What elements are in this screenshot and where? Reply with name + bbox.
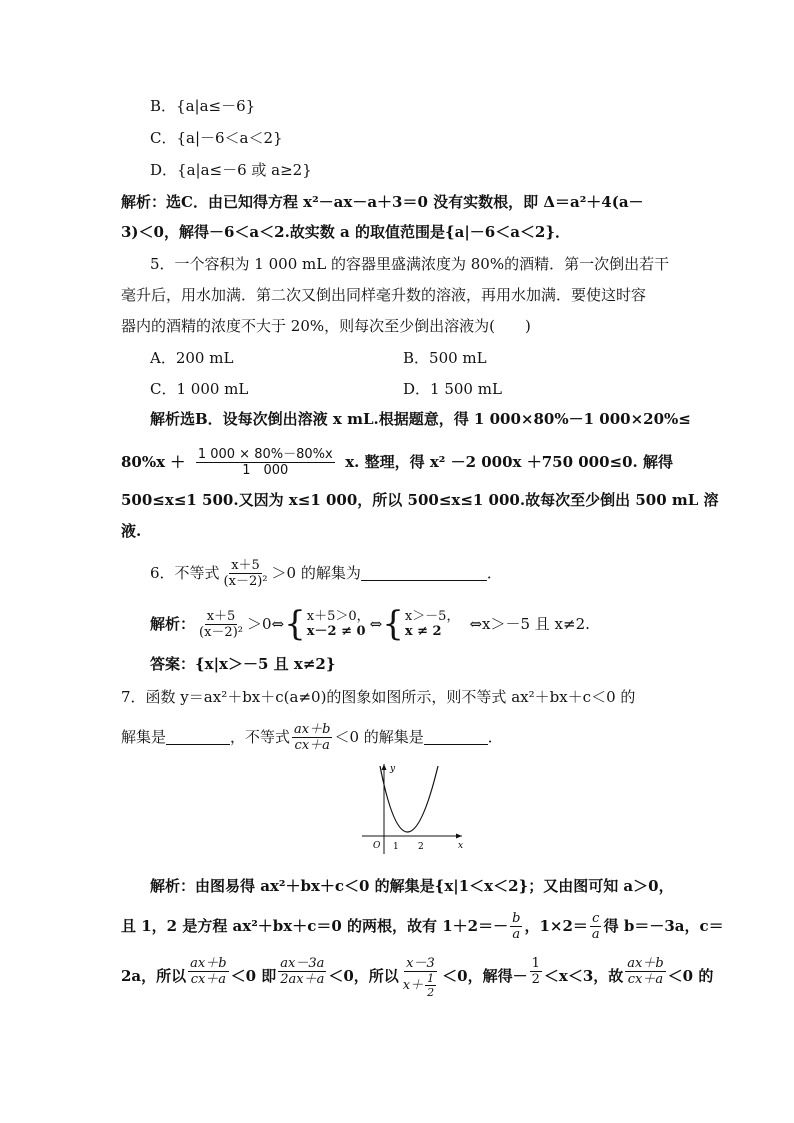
parabola-curve [380,766,438,832]
question-5-line1: 5．一个容积为 1 000 mL 的容器里盛满浓度为 80%的酒精．第一次倒出若干 [150,255,670,273]
fraction-numerator: ax－3a [280,956,325,971]
fraction-denominator: a [591,926,600,942]
sol7-text-3c: ＜0，所以 [328,967,399,985]
sol7-fraction-b-a [510,911,522,942]
q7-text-2b: ，不等式 [230,728,291,746]
denominator-text: x＋ [402,978,424,993]
solution-5-line4 [121,521,141,541]
question-6 [150,558,502,588]
origin-label: O [373,841,381,851]
q6-text-c: ． [486,564,502,582]
q6-answer-blank[interactable] [361,566,487,581]
fraction-numerator: ax＋b [627,956,664,971]
fraction-denominator: cx＋a [190,972,227,987]
fraction-denominator: 2 [531,972,540,987]
sol7-text-2b: ，1×2＝ [524,917,588,935]
solution-4-text2: 3)＜0，解得－6＜a＜2.故实数 a 的取值范围是{a|－6＜a＜2}． [121,223,571,241]
solution-4-line1 [121,192,673,212]
solution-7-line2 [121,908,724,944]
fraction-denominator: (x－2)² [199,624,243,640]
q5-option-c: C．1 000 mL [150,380,249,398]
system-row: x＞－5， [404,609,460,624]
answer-6 [150,654,335,674]
fraction-denominator [401,972,440,999]
solution-5-text2b: x. 整理，得 x² －2 000x ＋750 000≤0. 解得 [345,453,673,471]
sol7-fraction-1 [188,956,228,987]
sol7-text-3d: ＜0，解得－ [442,967,528,985]
solution-7-line1 [150,876,674,896]
q7-text-2d: ． [487,728,503,746]
fraction-denominator: cx＋a [294,737,330,753]
sol7-text-2a: 且 1，2 是方程 ax²＋bx＋c＝0 的两根，故有 1＋2＝－ [121,917,509,935]
q7-answer-blank-1[interactable] [166,730,230,745]
sol7-fraction-2 [278,956,326,987]
q5-option-b: B．500 mL [403,349,487,367]
left-brace: { [382,604,404,644]
sol6-text-a: ＞0⇔ [246,615,285,633]
q7-text-2c: ＜0 的解集是 [334,728,424,746]
fraction-numerator: 1 [427,972,435,985]
sol6-system-2 [382,604,460,644]
sol7-fraction-c-a [590,911,602,942]
fraction-numerator: ax＋b [190,956,227,971]
solution-5-text4: 液. [121,522,142,540]
solution-5-text3: 500≤x≤1 500.又因为 x≤1 000，所以 500≤x≤1 000.故每次至少倒出 500 mL 溶 [121,491,719,509]
fraction-denominator: 2 [427,986,435,999]
sol6-fraction [197,609,245,640]
fraction-numerator: x＋5 [206,608,236,624]
sol7-text-3f: ＜0 的 [667,967,714,985]
x-axis-arrow [456,834,462,839]
solution-5-text1: 解析选B．设每次倒出溶液 x mL.根据题意，得 1 000×80%－1 000×20%≤ [150,410,691,428]
q6-fraction [222,558,270,589]
fraction-denominator: (x－2)² [223,573,268,589]
system-row: x－2 ≠ 0 [306,624,366,639]
inner-fraction [425,972,436,999]
fraction-denominator: 1 000 [242,462,289,478]
root-2-label: 2 [418,842,424,852]
answer-6-text: 答案：{x|x＞－5 且 x≠2} [150,655,336,673]
fraction-numerator: 1 [531,956,540,971]
sol7-text-2c: 得 b＝－3a，c＝ [603,917,724,935]
question-7-line1 [121,687,673,707]
sol7-fraction-5 [625,956,665,987]
parabola-graph [358,760,468,856]
fraction-denominator: 2ax＋a [280,972,325,987]
fraction-numerator: c [592,910,600,926]
system-row: x ≠ 2 [404,624,442,639]
q6-text-a: 6．不等式 [150,564,220,582]
q6-text-b: ＞0 的解集为 [271,564,361,582]
left-brace: { [284,604,306,644]
option-d: D．{a|a≤－6 或 a≥2} [150,161,312,179]
sol6-iff: ⇔ [369,615,383,633]
solution-5-line2 [121,448,673,476]
root-1-label: 1 [393,842,399,852]
q7-answer-blank-2[interactable] [424,730,488,745]
solution-7-line3 [121,956,714,1016]
fraction-numerator: ax＋b [294,721,331,737]
sol7-fraction-4 [530,956,542,987]
solution-4-line2 [121,222,570,242]
fraction-numerator: b [512,910,521,926]
question-5-line3: 器内的酒精的浓度不大于 20%，则每次至少倒出溶液为( ) [121,317,531,335]
x-label: x [458,841,464,851]
y-label: y [390,764,396,774]
question-5-line2: 毫升后，用水加满．第二次又倒出同样毫升数的溶液，再用水加满．要使这时容 [121,286,647,304]
sol7-text-3a: 2a，所以 [121,967,187,985]
option-b: B．{a|a≤－6} [150,97,256,115]
solution-6 [150,604,590,644]
sol7-text-3e: ＜x＜3，故 [543,967,624,985]
q5-option-d: D．1 500 mL [403,380,502,398]
q7-text-2a: 解集是 [121,728,167,746]
solution-5-line1 [150,409,691,429]
solution-7-text1: 解析：由图易得 ax²＋bx＋c＜0 的解集是{x|1＜x＜2}；又由图可知 a＞0， [150,877,674,895]
fraction-numerator: x＋5 [231,557,260,573]
question-7-line2 [121,722,503,752]
fraction-denominator: a [512,926,521,942]
sol7-text-3b: ＜0 即 [230,967,277,985]
fraction-numerator: 1 000 × 80%－80%x [197,446,333,462]
q7-fraction [292,722,332,753]
fraction-denominator: cx＋a [627,972,664,987]
fraction-numerator: x－3 [406,956,435,971]
q7-text-1: 7．函数 y＝ax²＋bx＋c(a≠0)的图象如图所示，则不等式 ax²＋bx＋c＜0 的 [121,688,636,706]
solution-4-text1: 解析：选C．由已知得方程 x²－ax－a＋3＝0 没有实数根，即 Δ＝a²＋4(a－ [121,193,644,211]
q5-option-a: A．200 mL [150,349,234,367]
sol6-system-1 [284,604,370,644]
solution-5-text2a: 80%x ＋ [121,453,186,471]
sol6-text-b: ⇔x＞－5 且 x≠2. [469,615,590,633]
sol6-label: 解析： [150,615,196,633]
solution-5-fraction [196,447,335,478]
solution-5-line3 [121,490,719,510]
sol7-fraction-3 [401,956,440,999]
option-c: C．{a|－6＜a＜2} [150,129,283,147]
system-row: x＋5＞0， [306,609,370,624]
y-axis-arrow [382,764,387,770]
